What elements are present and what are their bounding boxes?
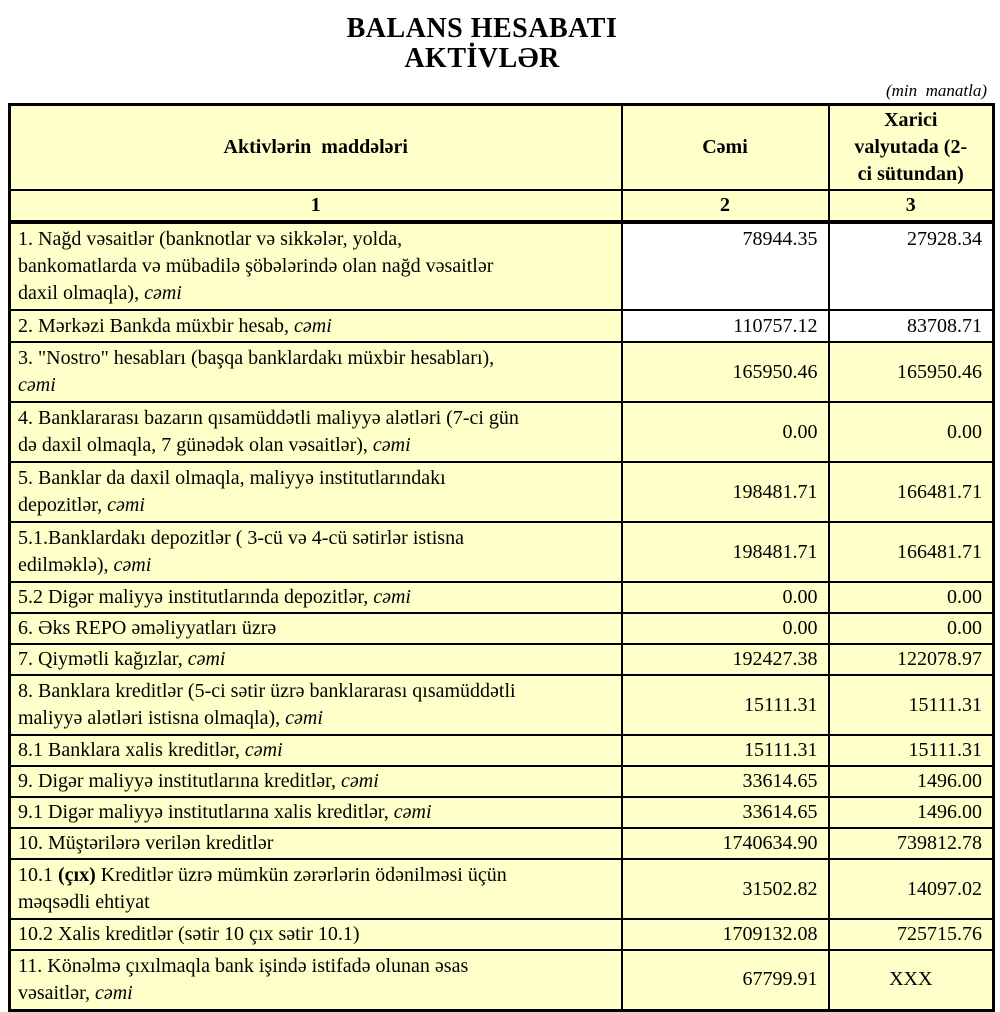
fx-value: 739812.78 bbox=[829, 828, 994, 859]
row-label: 10.2 Xalis kreditlər (sətir 10 çıx sətir 10.1) bbox=[10, 919, 622, 950]
unit-note: (min manatla) bbox=[885, 81, 987, 100]
total-value: 78944.35 bbox=[622, 222, 829, 310]
table-row bbox=[10, 342, 994, 402]
header-row bbox=[10, 105, 994, 191]
row-label: 1. Nağd vəsaitlər (banknotlar və sikkələr, yolda, bankomatlarda və mübadilə şöbələrində olan nağd vəsaitlər daxil olmaqla), cəmi bbox=[10, 222, 622, 310]
report-page bbox=[0, 13, 1000, 1004]
fx-value: 0.00 bbox=[829, 402, 994, 462]
column-number-row bbox=[10, 190, 994, 222]
table-row bbox=[10, 919, 994, 950]
column-number-3: 3 bbox=[829, 190, 994, 222]
header-items-column: Aktivlərin maddələri bbox=[10, 105, 622, 191]
fx-value: 725715.76 bbox=[829, 919, 994, 950]
total-value: 165950.46 bbox=[622, 342, 829, 402]
row-label: 2. Mərkəzi Bankda müxbir hesab, cəmi bbox=[10, 310, 622, 342]
fx-value: 165950.46 bbox=[829, 342, 994, 402]
fx-value: 14097.02 bbox=[829, 859, 994, 919]
column-number-2: 2 bbox=[622, 190, 829, 222]
row-label: 3. "Nostro" hesabları (başqa banklardakı müxbir hesabları), cəmi bbox=[10, 342, 622, 402]
fx-value: 1496.00 bbox=[829, 766, 994, 797]
table-row bbox=[10, 735, 994, 766]
fx-value: 166481.71 bbox=[829, 522, 994, 582]
total-value: 0.00 bbox=[622, 613, 829, 644]
balance-table bbox=[8, 103, 995, 1012]
row-label: 9. Digər maliyyə institutlarına kreditlər, cəmi bbox=[10, 766, 622, 797]
total-value: 15111.31 bbox=[622, 735, 829, 766]
table-body bbox=[10, 222, 994, 1010]
row-label: 5. Banklar da daxil olmaqla, maliyyə institutlarındakı depozitlər, cəmi bbox=[10, 462, 622, 522]
table-row bbox=[10, 859, 994, 919]
row-label: 7. Qiymətli kağızlar, cəmi bbox=[10, 644, 622, 675]
table-row bbox=[10, 766, 994, 797]
table-row bbox=[10, 797, 994, 828]
total-value: 198481.71 bbox=[622, 462, 829, 522]
column-number-1: 1 bbox=[10, 190, 622, 222]
total-value: 31502.82 bbox=[622, 859, 829, 919]
total-value: 110757.12 bbox=[622, 310, 829, 342]
total-value: 15111.31 bbox=[622, 675, 829, 735]
table-row bbox=[10, 582, 994, 613]
fx-value: 166481.71 bbox=[829, 462, 994, 522]
fx-value: 1496.00 bbox=[829, 797, 994, 828]
row-label: 6. Əks REPO əməliyyatları üzrə bbox=[10, 613, 622, 644]
row-label: 4. Banklararası bazarın qısamüddətli maliyyə alətləri (7-ci gün də daxil olmaqla, 7 günədək olan vəsaitlər), cəmi bbox=[10, 402, 622, 462]
table-row bbox=[10, 310, 994, 342]
row-label: 11. Könəlmə çıxılmaqla bank işində istifadə olunan əsas vəsaitlər, cəmi bbox=[10, 950, 622, 1010]
table-row bbox=[10, 950, 994, 1010]
fx-value: 0.00 bbox=[829, 582, 994, 613]
row-label: 10. Müştərilərə verilən kreditlər bbox=[10, 828, 622, 859]
header-total-column: Cəmi bbox=[622, 105, 829, 191]
total-value: 33614.65 bbox=[622, 797, 829, 828]
report-title bbox=[0, 14, 964, 74]
table-row bbox=[10, 828, 994, 859]
report-title-line2: AKTİVLƏR bbox=[404, 43, 560, 74]
table-row bbox=[10, 675, 994, 735]
report-title-line1: BALANS HESABATI bbox=[346, 13, 618, 44]
total-value: 0.00 bbox=[622, 582, 829, 613]
total-value: 1740634.90 bbox=[622, 828, 829, 859]
table-row bbox=[10, 402, 994, 462]
total-value: 192427.38 bbox=[622, 644, 829, 675]
row-label: 8.1 Banklara xalis kreditlər, cəmi bbox=[10, 735, 622, 766]
table-row bbox=[10, 644, 994, 675]
table-row bbox=[10, 522, 994, 582]
fx-value: 0.00 bbox=[829, 613, 994, 644]
fx-value: 27928.34 bbox=[829, 222, 994, 310]
total-value: 198481.71 bbox=[622, 522, 829, 582]
total-value: 33614.65 bbox=[622, 766, 829, 797]
header-fx-column: Xarici valyutada (2- ci sütundan) bbox=[829, 105, 994, 191]
total-value: 67799.91 bbox=[622, 950, 829, 1010]
fx-value: 15111.31 bbox=[829, 675, 994, 735]
row-label: 5.1.Banklardakı depozitlər ( 3-cü və 4-cü sətirlər istisna edilməklə), cəmi bbox=[10, 522, 622, 582]
total-value: 0.00 bbox=[622, 402, 829, 462]
row-label: 8. Banklara kreditlər (5-ci sətir üzrə banklararası qısamüddətli maliyyə alətləri istisna olmaqla), cəmi bbox=[10, 675, 622, 735]
table-row bbox=[10, 462, 994, 522]
fx-value: XXX bbox=[829, 950, 994, 1010]
fx-value: 122078.97 bbox=[829, 644, 994, 675]
total-value: 1709132.08 bbox=[622, 919, 829, 950]
fx-value: 83708.71 bbox=[829, 310, 994, 342]
table-row bbox=[10, 613, 994, 644]
table-row bbox=[10, 222, 994, 310]
fx-value: 15111.31 bbox=[829, 735, 994, 766]
row-label: 10.1 (çıx) Kreditlər üzrə mümkün zərərlərin ödənilməsi üçün məqsədli ehtiyat bbox=[10, 859, 622, 919]
row-label: 9.1 Digər maliyyə institutlarına xalis kreditlər, cəmi bbox=[10, 797, 622, 828]
row-label: 5.2 Digər maliyyə institutlarında depozitlər, cəmi bbox=[10, 582, 622, 613]
